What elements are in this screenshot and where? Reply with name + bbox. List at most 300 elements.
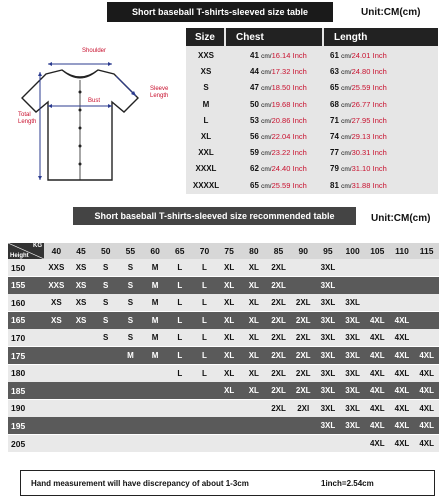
size-cell: L <box>202 333 207 343</box>
size-cell: S <box>127 315 134 325</box>
size-label: XL <box>200 132 212 141</box>
size-row <box>186 145 438 161</box>
size-cell <box>143 435 168 452</box>
chest-cm: 62 <box>250 164 259 174</box>
unit-cm: cm/ <box>261 69 272 77</box>
weight-header: 55 <box>125 246 136 256</box>
chest-value <box>226 83 324 92</box>
size-cell: XXS <box>48 280 65 290</box>
size-cell: 4XL <box>394 368 410 378</box>
size-cell: XL <box>248 368 259 378</box>
rec-table-unit: Unit:CM(cm) <box>371 213 431 224</box>
size-cell <box>143 417 168 434</box>
size-cell: S <box>127 263 134 272</box>
weight-header: 95 <box>323 246 333 256</box>
size-cell <box>217 435 242 452</box>
size-cell: 4XL <box>394 439 410 448</box>
inch-conversion: 1inch=2.54cm <box>321 479 374 488</box>
weight-header: 90 <box>298 246 308 256</box>
size-cell: 2XL <box>271 403 286 413</box>
unit-cm: cm/ <box>261 134 272 141</box>
size-cell <box>192 400 217 417</box>
chest-value <box>226 148 324 157</box>
size-cell <box>291 417 316 434</box>
header-size: Size <box>186 28 224 46</box>
size-cell: 3XL <box>345 298 360 308</box>
weight-header: 110 <box>395 246 409 256</box>
size-cell <box>118 365 143 382</box>
length-inch: 25.59 <box>351 83 371 93</box>
size-cell: S <box>127 298 134 308</box>
size-cell: L <box>177 298 183 308</box>
length-inch: 31.88 <box>351 180 371 190</box>
size-row <box>186 97 438 113</box>
size-cell: 3XL <box>320 298 336 308</box>
size-cell: 3XL <box>345 333 360 343</box>
unit-cm: cm/ <box>341 166 352 174</box>
size-cell <box>118 435 143 452</box>
size-cell <box>217 417 242 434</box>
size-cell: 2XL <box>295 351 311 360</box>
size-cell: 3XL <box>320 421 336 431</box>
size-cell <box>266 417 291 434</box>
rec-row <box>8 347 439 364</box>
chest-value <box>226 116 324 125</box>
size-cell <box>44 435 69 452</box>
unit-inch: Inch <box>292 164 307 174</box>
rec-row <box>8 365 439 382</box>
chest-inch: 16.14 <box>271 51 291 60</box>
size-cell: 4XL <box>369 368 385 378</box>
size-cell: L <box>202 263 207 272</box>
length-value <box>324 164 438 173</box>
length-value <box>324 51 438 60</box>
weight-header: 80 <box>249 246 259 256</box>
size-cell: M <box>151 298 159 308</box>
size-cell <box>167 382 192 399</box>
size-cell: XL <box>224 386 235 396</box>
size-cell: 2XL <box>271 280 286 290</box>
unit-inch: Inch <box>292 67 307 77</box>
size-cell <box>217 400 242 417</box>
size-row <box>186 178 438 194</box>
chest-cm: 53 <box>250 115 259 125</box>
size-cell <box>118 400 143 417</box>
length-cm: 63 <box>330 67 339 77</box>
header-length: Length <box>324 28 438 46</box>
height-label: 205 <box>11 438 26 449</box>
unit-cm: cm/ <box>341 150 352 158</box>
size-cell: L <box>177 333 183 343</box>
header-chest: Chest <box>226 28 322 46</box>
size-cell: 4XL <box>419 403 434 413</box>
unit-cm: cm/ <box>261 150 272 158</box>
chest-cm: 44 <box>250 67 259 77</box>
chest-value <box>226 100 324 109</box>
chest-value <box>226 67 324 76</box>
size-cell: L <box>177 351 183 360</box>
size-cell: 4XL <box>369 351 385 360</box>
size-cell: XL <box>224 263 235 272</box>
size-cell <box>44 400 69 417</box>
size-cell <box>414 259 439 276</box>
length-inch: 24.01 <box>351 51 371 60</box>
unit-inch: Inch <box>292 99 307 109</box>
length-value <box>324 83 438 92</box>
size-cell: 4XL <box>394 315 410 325</box>
size-cell <box>167 400 192 417</box>
size-cell <box>365 294 390 311</box>
weight-header: 60 <box>150 246 160 256</box>
length-inch: 30.31 <box>351 148 371 158</box>
unit-cm: cm/ <box>341 69 352 77</box>
height-label: 175 <box>11 350 26 361</box>
size-row <box>186 48 438 64</box>
size-cell: XL <box>224 351 235 360</box>
chest-value <box>226 181 324 190</box>
size-cell: 3XL <box>320 280 336 290</box>
size-cell: S <box>103 333 109 343</box>
length-value <box>324 148 438 157</box>
size-label: L <box>203 115 209 125</box>
size-cell <box>143 382 168 399</box>
size-cell: M <box>151 333 159 343</box>
length-cm: 74 <box>330 132 339 141</box>
size-cell: S <box>103 315 109 325</box>
size-cell <box>167 435 192 452</box>
footer-note-box <box>20 470 435 496</box>
chest-inch: 20.86 <box>271 115 291 125</box>
unit-inch: Inch <box>372 51 387 60</box>
size-cell: XL <box>248 280 259 290</box>
size-cell: XL <box>248 351 259 360</box>
size-cell <box>340 435 365 452</box>
size-cell <box>340 259 365 276</box>
chest-value <box>226 51 324 60</box>
size-cell <box>93 382 118 399</box>
size-cell: 2XL <box>271 351 286 360</box>
size-cell <box>44 347 69 364</box>
length-cm: 77 <box>330 148 339 158</box>
height-label: 170 <box>11 332 26 343</box>
size-cell <box>316 435 341 452</box>
length-inch: 31.10 <box>351 164 371 174</box>
size-table-unit: Unit:CM(cm) <box>361 7 421 18</box>
unit-cm: cm/ <box>261 166 272 174</box>
chest-inch: 22.04 <box>271 132 291 141</box>
measurement-note: Hand measurement will have discrepancy of about 1-3cm <box>31 479 249 488</box>
rec-row <box>8 435 439 452</box>
unit-cm: cm/ <box>261 101 272 109</box>
size-cell: L <box>177 280 183 290</box>
size-cell: 4XL <box>369 315 385 325</box>
size-label: M <box>202 99 210 109</box>
size-cell: 4XL <box>369 421 385 431</box>
size-cell: XXS <box>48 263 65 272</box>
chest-value <box>226 132 324 141</box>
size-cell: 4XL <box>419 351 434 360</box>
unit-inch: Inch <box>292 148 307 158</box>
unit-inch: Inch <box>292 51 307 60</box>
size-cell <box>44 417 69 434</box>
length-cm: 65 <box>330 83 339 93</box>
shirt-diagram <box>0 28 180 198</box>
size-cell <box>44 329 69 346</box>
size-cell <box>118 382 143 399</box>
size-cell: 4XL <box>394 386 410 396</box>
corner-height: Height <box>10 253 29 259</box>
size-cell: XL <box>248 315 259 325</box>
size-row <box>186 161 438 177</box>
corner-kg: KG <box>33 243 42 249</box>
size-cell <box>93 400 118 417</box>
rec-row <box>8 294 439 311</box>
size-label: XXS <box>197 51 214 60</box>
rec-row <box>8 382 439 399</box>
height-label: 160 <box>11 297 26 308</box>
length-cm: 81 <box>330 180 339 190</box>
size-cell <box>414 312 439 329</box>
size-cell: L <box>202 280 207 290</box>
chest-cm: 56 <box>250 132 259 141</box>
size-cell <box>69 400 94 417</box>
size-row <box>186 64 438 80</box>
length-cm: 68 <box>330 99 339 109</box>
weight-header: 75 <box>224 246 234 256</box>
size-cell: L <box>177 263 183 272</box>
height-label: 195 <box>11 420 26 431</box>
size-cell: XL <box>224 368 235 378</box>
size-label: XXL <box>198 148 214 158</box>
unit-inch: Inch <box>372 115 387 125</box>
size-cell: 4XL <box>369 439 385 448</box>
size-cell <box>266 435 291 452</box>
size-cell: 2XL <box>271 333 286 343</box>
size-cell: S <box>127 280 134 290</box>
length-inch: 27.95 <box>351 115 371 125</box>
size-cell: 3XL <box>345 315 360 325</box>
shoulder-label: Shoulder <box>82 48 107 54</box>
size-cell: 3XL <box>320 368 336 378</box>
chest-cm: 47 <box>250 83 259 93</box>
size-cell: 2XL <box>295 315 311 325</box>
weight-header: 45 <box>76 246 86 256</box>
size-cell: L <box>177 315 183 325</box>
size-cell: L <box>202 351 207 360</box>
size-cell: M <box>127 351 134 360</box>
size-table-header <box>186 28 438 46</box>
size-cell: XL <box>224 333 235 343</box>
bust-label: Bust <box>88 98 101 104</box>
size-cell: XS <box>75 315 87 325</box>
rec-row <box>8 417 439 434</box>
size-cell <box>242 400 267 417</box>
size-cell <box>93 365 118 382</box>
rec-row <box>8 329 439 346</box>
size-cell: L <box>202 315 207 325</box>
size-cell: XS <box>51 298 62 308</box>
weight-header: 100 <box>345 246 360 256</box>
size-cell: 4XL <box>419 421 434 431</box>
rec-row <box>8 259 439 276</box>
rec-row <box>8 400 439 417</box>
size-cell <box>143 365 168 382</box>
size-cell: XL <box>248 333 259 343</box>
rec-row <box>8 312 439 329</box>
size-cell: 2XL <box>271 315 286 325</box>
chest-value <box>226 164 324 173</box>
size-cell <box>69 365 94 382</box>
size-cell: 2XL <box>271 386 286 396</box>
size-cell: S <box>103 280 109 290</box>
chest-cm: 50 <box>250 99 259 109</box>
size-cell <box>143 400 168 417</box>
unit-inch: Inch <box>292 180 307 190</box>
size-cell: 4XL <box>394 351 410 360</box>
weight-header: 115 <box>419 246 434 256</box>
weight-header: 85 <box>273 246 284 256</box>
unit-cm: cm/ <box>341 101 352 109</box>
size-cell <box>69 329 94 346</box>
size-cell <box>365 259 390 276</box>
size-cell: M <box>151 263 159 272</box>
size-cell: XS <box>75 263 87 272</box>
size-cell <box>390 259 415 276</box>
size-cell <box>365 277 390 294</box>
size-cell: 3XL <box>320 386 336 396</box>
size-cell: S <box>103 298 109 308</box>
size-cell: M <box>151 315 159 325</box>
size-cell: 3XL <box>345 386 360 396</box>
total-length-label: Total Length <box>18 112 37 125</box>
size-cell <box>44 365 69 382</box>
unit-cm: cm/ <box>341 134 352 141</box>
chest-inch: 24.40 <box>271 164 291 174</box>
size-cell: L <box>202 298 207 308</box>
unit-inch: Inch <box>292 115 307 125</box>
size-cell: 2XL <box>295 386 311 396</box>
size-cell: 4XL <box>419 386 434 396</box>
size-cell <box>93 347 118 364</box>
size-cell: XL <box>248 263 259 272</box>
size-row <box>186 129 438 145</box>
size-cell <box>390 277 415 294</box>
size-cell: 2XL <box>271 298 286 308</box>
chest-inch: 25.59 <box>271 180 291 190</box>
size-cell <box>69 347 94 364</box>
size-cell: 3XL <box>345 368 360 378</box>
size-cell: 3XL <box>320 263 336 272</box>
unit-inch: Inch <box>292 83 307 93</box>
weight-header: 65 <box>175 246 185 256</box>
size-cell: L <box>202 368 207 378</box>
chest-inch: 23.22 <box>271 148 291 158</box>
size-cell <box>69 382 94 399</box>
rec-table-header <box>8 243 439 259</box>
size-cell: XS <box>75 298 87 308</box>
length-value <box>324 116 438 125</box>
unit-cm: cm/ <box>261 53 272 60</box>
size-cell: 4XL <box>394 403 410 413</box>
size-cell <box>167 417 192 434</box>
size-cell <box>118 417 143 434</box>
unit-cm: cm/ <box>341 53 352 60</box>
rec-table-title: Short baseball T-shirts-sleeved size recommended table <box>73 207 356 225</box>
size-cell <box>69 417 94 434</box>
size-cell: 3XL <box>320 403 336 413</box>
size-cell: 3XL <box>320 315 336 325</box>
size-table-title: Short baseball T-shirts-sleeved size table <box>107 2 333 22</box>
size-cell: 2XL <box>271 368 286 378</box>
size-cell: 4XL <box>394 421 410 431</box>
height-label: 155 <box>11 280 26 291</box>
size-cell: M <box>151 280 159 290</box>
size-cell: 4XL <box>369 333 385 343</box>
unit-cm: cm/ <box>261 117 272 125</box>
unit-inch: Inch <box>292 132 307 141</box>
size-cell: 4XL <box>369 403 385 413</box>
unit-cm: cm/ <box>341 85 352 93</box>
weight-header: 40 <box>51 246 62 256</box>
unit-cm: cm/ <box>261 182 272 190</box>
size-cell: XL <box>248 298 259 308</box>
length-inch: 26.77 <box>351 99 371 109</box>
size-cell: XS <box>75 280 87 290</box>
weight-header: 105 <box>370 246 385 256</box>
size-cell: 4XL <box>394 333 410 343</box>
length-value <box>324 100 438 109</box>
size-cell <box>192 382 217 399</box>
size-cell <box>291 259 316 276</box>
size-cell: S <box>103 263 109 272</box>
length-cm: 79 <box>330 164 339 174</box>
size-row <box>186 113 438 129</box>
size-cell: M <box>151 351 159 360</box>
chest-cm: 59 <box>250 148 259 158</box>
size-cell <box>93 435 118 452</box>
size-cell: 2XL <box>295 298 311 308</box>
size-cell <box>242 435 267 452</box>
size-cell: 3XL <box>320 351 336 360</box>
height-label: 185 <box>11 385 26 396</box>
size-cell: L <box>177 368 183 378</box>
size-label: XXXL <box>195 164 217 174</box>
unit-inch: Inch <box>372 148 387 158</box>
size-cell <box>390 294 415 311</box>
size-cell: 3XL <box>345 421 360 431</box>
sleeve-length-label: Sleeve Length <box>150 86 169 99</box>
length-value <box>324 67 438 76</box>
weight-header: 70 <box>199 246 210 256</box>
height-label: 150 <box>11 262 26 273</box>
size-row <box>186 80 438 96</box>
size-cell: 4XL <box>419 368 434 378</box>
unit-inch: Inch <box>372 180 387 190</box>
size-cell: 2XL <box>295 333 311 343</box>
length-value <box>324 132 438 141</box>
size-cell <box>414 294 439 311</box>
size-cell: XL <box>224 315 235 325</box>
height-label: 180 <box>11 368 26 379</box>
chest-inch: 19.68 <box>271 99 291 109</box>
size-table <box>186 28 438 194</box>
size-cell: 3XL <box>320 333 336 343</box>
size-cell: S <box>127 333 134 343</box>
size-cell <box>340 277 365 294</box>
height-label: 190 <box>11 403 26 414</box>
unit-cm: cm/ <box>341 182 352 190</box>
unit-inch: Inch <box>372 99 387 109</box>
